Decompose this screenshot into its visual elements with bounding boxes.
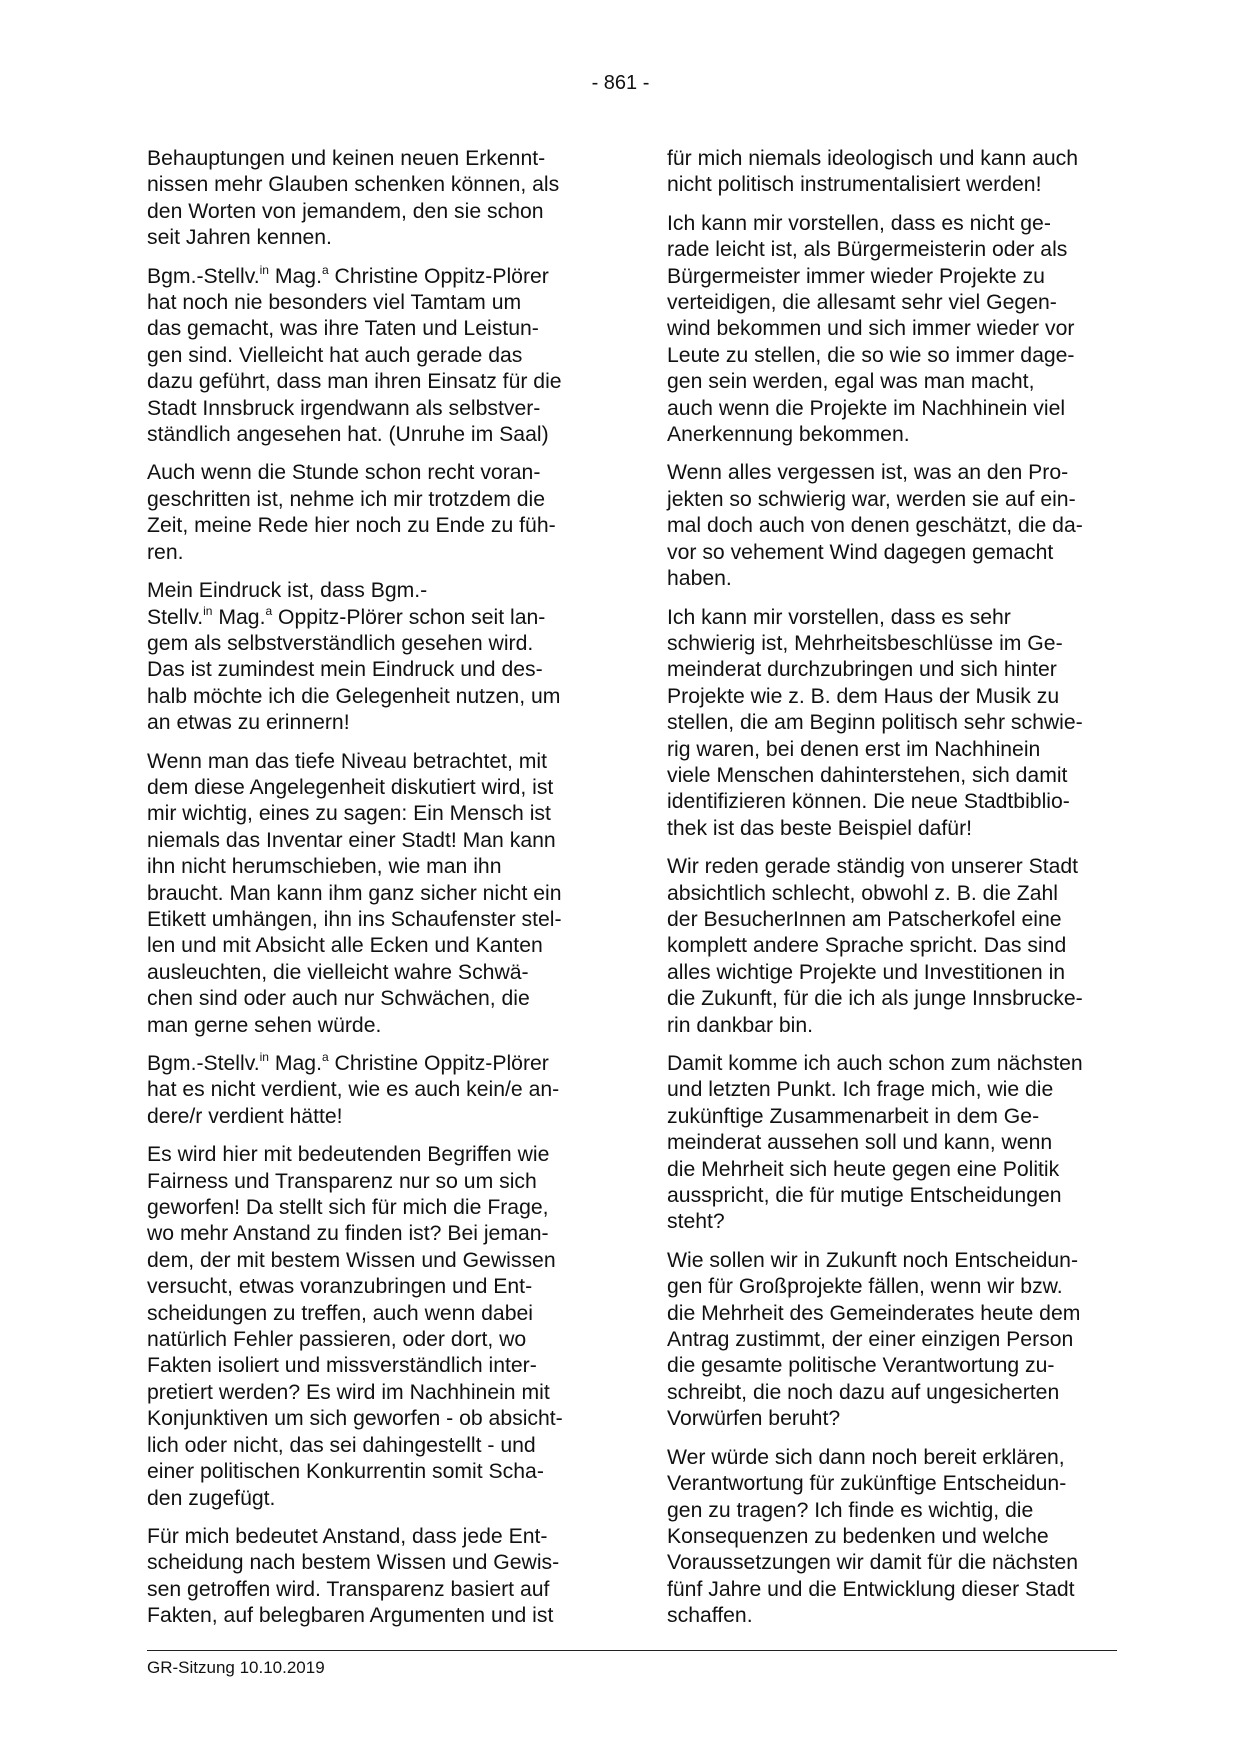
paragraph: Wer würde sich dann noch bereit erklären, Verantwortung für zukünftige Entscheidun- gen zu tragen? Ich finde es wichtig, die Konsequenzen zu bedenken und welche Voraussetzungen wir damit für die nächsten fünf Jahre und die Entwicklung dieser Stadt schaffen.	[667, 1445, 1079, 1628]
superscript: in	[259, 1050, 269, 1064]
paragraph: für mich niemals ideologisch und kann auch nicht politisch instrumentalisiert werden!	[667, 147, 1079, 197]
paragraph: Damit komme ich auch schon zum nächsten und letzten Punkt. Ich frage mich, wie die zukünftige Zusammenarbeit in dem Ge- meinderat aussehen soll und kann, wenn die Mehrheit sich heute gegen eine Politik ausspricht, die für mutige Entscheidungen steht?	[667, 1052, 1083, 1234]
paragraph: Auch wenn die Stunde schon recht voran- geschritten ist, nehme ich mir trotzdem die Zeit, meine Rede hier noch zu Ende zu füh- ren.	[147, 461, 556, 564]
paragraph: Bgm.-Stellv.$^{in}$ Mag.$^a$ Christine Oppitz-Plörer hat es nicht verdient, wie es auch kein/e an- dere/r verdient hätte!	[147, 1050, 560, 1128]
left-column	[147, 146, 607, 1642]
superscript: a	[265, 603, 273, 618]
paragraph: Mein Eindruck ist, dass Bgm.- Stellv.$^{in}$ Mag.$^a$ Oppitz-Plörer schon seit lan- gem als selbstverständlich gesehen wird. Das ist zumindest mein Eindruck und des- halb möchte ich die Gelegenheit nutzen, um an etwas zu erinnern!	[147, 579, 561, 735]
paragraph: Ich kann mir vorstellen, dass es sehr schwierig ist, Mehrheitsbeschlüsse im Ge- meinderat durchzubringen und sich hinter Projekte wie z. B. dem Haus der Musik zu stellen, die am Beginn politisch sehr schwie- rig waren, bei denen erst im Nachhinein viele Menschen dahinterstehen, sich damit identifizieren können. Die neue Stadtbiblio- thek ist das beste Beispiel dafür!	[667, 605, 1083, 840]
paragraph: Behauptungen und keinen neuen Erkennt- nissen mehr Glauben schenken können, als den Worten von jemandem, den sie schon seit Jahren kennen.	[147, 147, 560, 250]
paragraph: Es wird hier mit bedeutenden Begriffen wie Fairness und Transparenz nur so um sich geworfen! Da stellt sich für mich die Frage, wo mehr Anstand zu finden ist? Bei jeman- dem, der mit bestem Wissen und Gewissen versucht, etwas voranzubringen und Ent- scheidungen zu treffen, auch wenn dabei natürlich Fehler passieren, oder dort, wo Fakten isoliert und missverständlich inter- pretiert werden? Es wird im Nachhinein mit Konjunktiven um sich geworfen - ob absicht- lich oder nicht, das sei dahingestellt - und einer politischen Konkurrentin somit Scha- den zugefügt.	[147, 1143, 563, 1510]
page-number: - 861 -	[591, 72, 650, 94]
paragraph: Ich kann mir vorstellen, dass es nicht ge- rade leicht ist, als Bürgermeisterin oder als Bürgermeister immer wieder Projekte zu verteidigen, die allesamt sehr viel Gegen- wind bekommen und sich immer wieder vor Leute zu stellen, die so wie so immer dage- gen sein werden, egal was man macht, auch wenn die Projekte im Nachhinein viel Anerkennung bekommen.	[667, 211, 1075, 447]
paragraph: Wenn man das tiefe Niveau betrachtet, mit dem diese Angelegenheit diskutiert wird, ist mir wichtig, eines zu sagen: Ein Mensch ist niemals das Inventar einer Stadt! Man kann ihn nicht herumschieben, wie man ihn braucht. Man kann ihm ganz sicher nicht ein Etikett umhängen, ihn ins Schaufenster stel- len und mit Absicht alle Ecken und Kanten ausleuchten, die vielleicht wahre Schwä- chen sind oder auch nur Schwächen, die man gerne sehen würde.	[147, 749, 562, 1037]
superscript: a	[321, 262, 329, 277]
paragraph: Wenn alles vergessen ist, was an den Pro- jekten so schwierig war, werden sie auf ein- mal doch auch von denen geschätzt, die da- vor so vehement Wind dagegen gemacht haben.	[667, 461, 1083, 591]
right-column	[667, 146, 1127, 1642]
paragraph: Bgm.-Stellv.$^{in}$ Mag.$^a$ Christine Oppitz-Plörer hat noch nie besonders viel Tamtam um das gemacht, was ihre Taten und Leistun- gen sind. Vielleicht hat auch gerade das dazu geführt, dass man ihren Einsatz für die Stadt Innsbruck irgendwann als selbstver- ständlich angesehen hat. (Unruhe im Saal)	[147, 262, 562, 447]
paragraph: Für mich bedeutet Anstand, dass jede Ent- scheidung nach bestem Wissen und Gewis- sen getroffen wird. Transparenz basiert auf Fakten, auf belegbaren Argumenten und ist	[147, 1524, 560, 1628]
paragraph: Wir reden gerade ständig von unserer Stadt absichtlich schlecht, obwohl z. B. die Zahl der BesucherInnen am Patscherkofel eine komplett andere Sprache spricht. Das sind alles wichtige Projekte und Investitionen in die Zukunft, für die ich als junge Innsbrucke- rin dankbar bin.	[667, 855, 1083, 1037]
footer-text: GR-Sitzung 10.10.2019	[147, 1658, 325, 1677]
footer-divider	[147, 1650, 1117, 1651]
paragraph: Wie sollen wir in Zukunft noch Entscheidun- gen für Großprojekte fällen, wenn wir bzw. die Mehrheit des Gemeinderates heute dem Antrag zustimmt, der einer einzigen Person die gesamte politische Verantwortung zu- schreibt, die noch dazu auf ungesicherten Vorwürfen beruht?	[667, 1248, 1081, 1431]
superscript: in	[259, 262, 269, 277]
superscript: a	[321, 1050, 329, 1064]
superscript: in	[203, 603, 213, 618]
